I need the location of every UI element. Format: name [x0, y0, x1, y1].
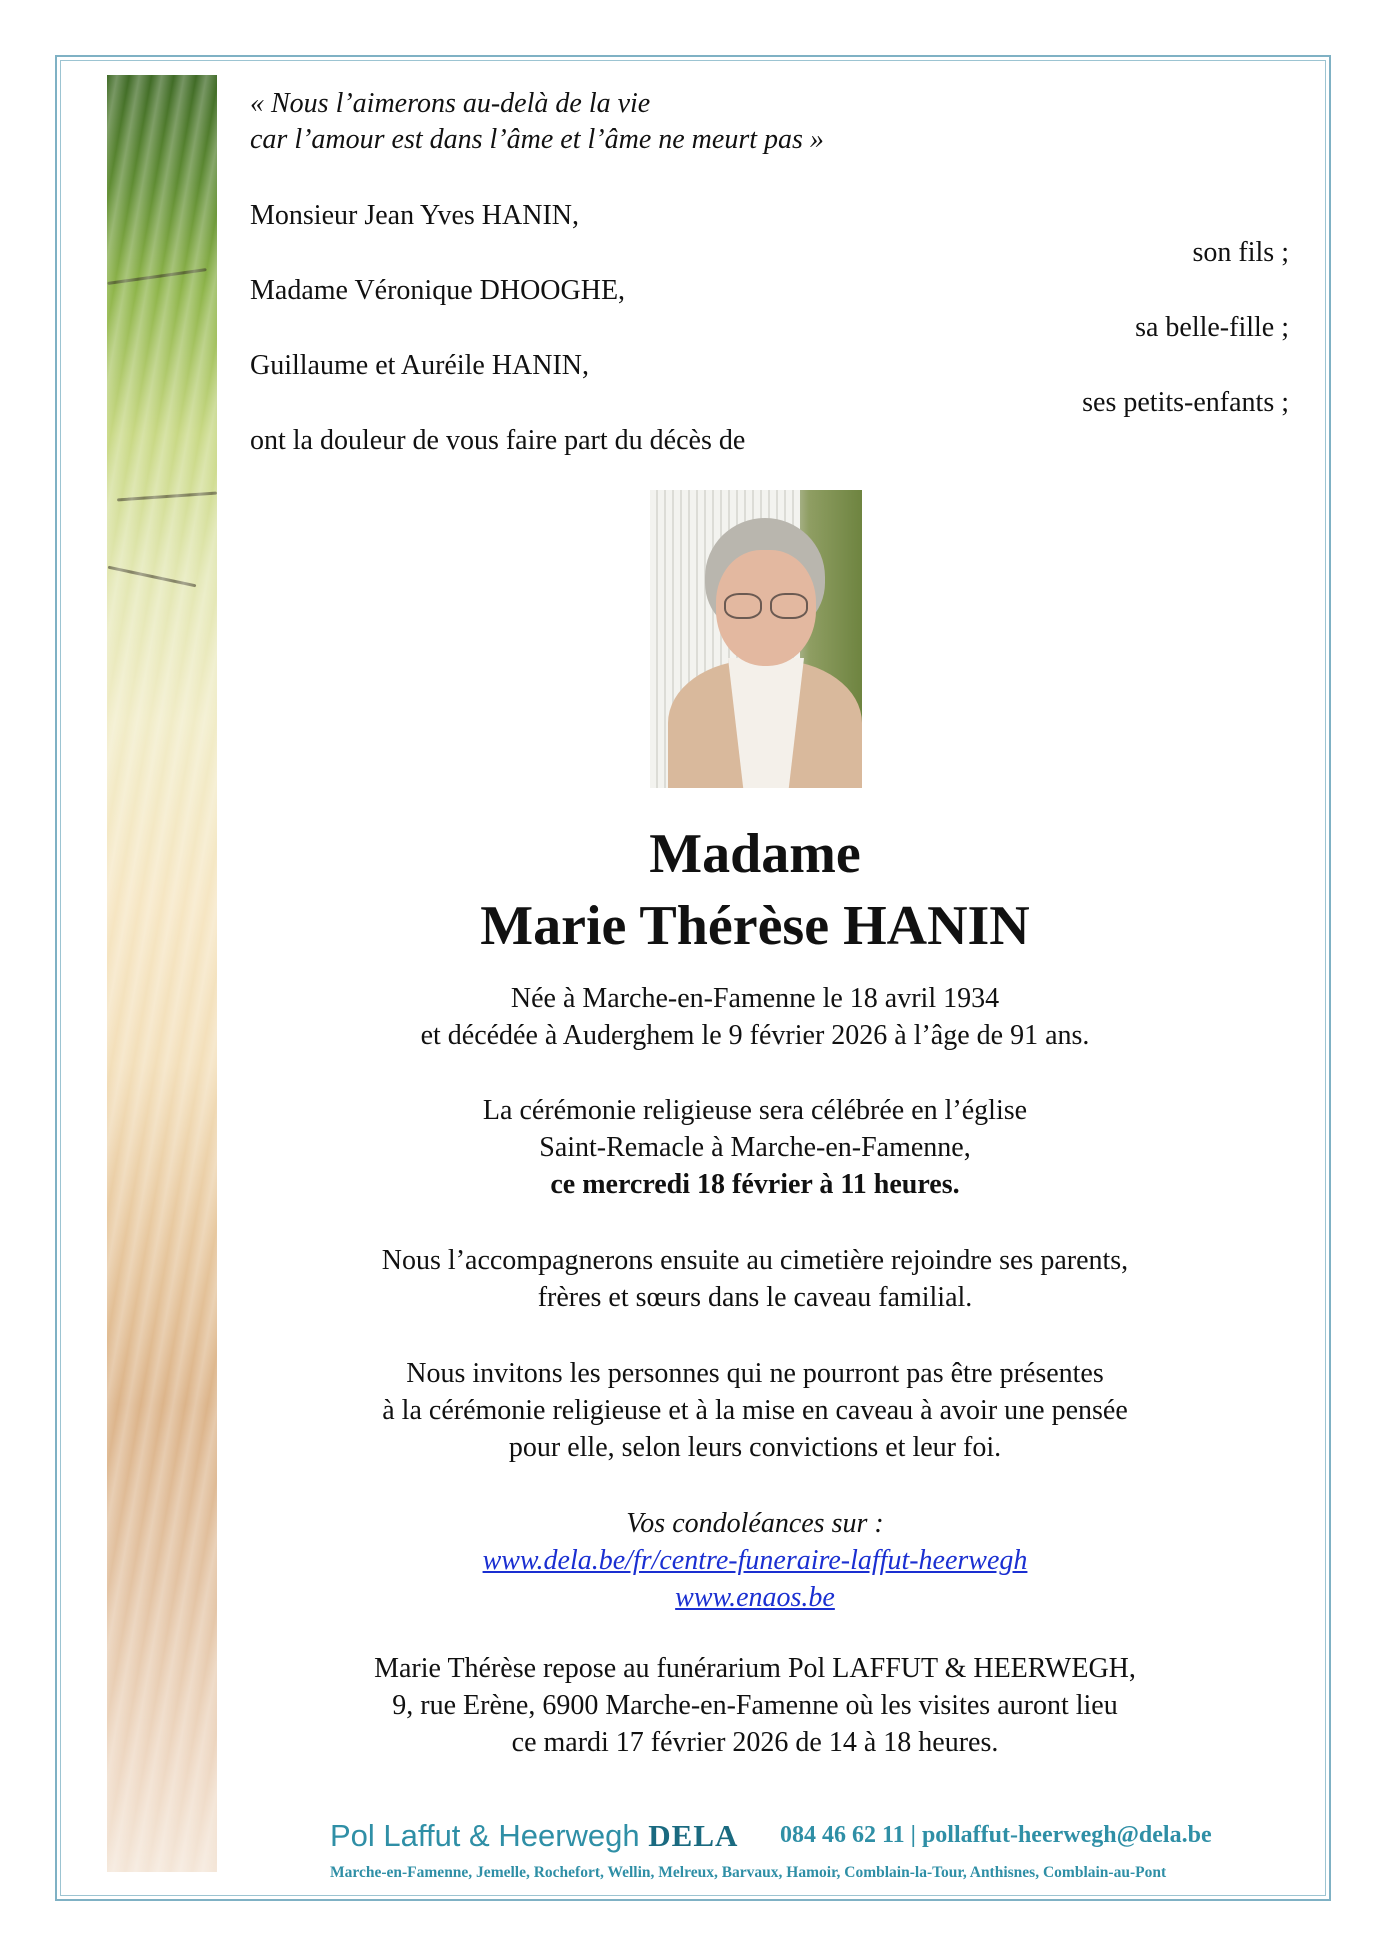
family-member-name: Madame Véronique DHOOGHE, [250, 275, 626, 306]
visitation-line-2: 9, rue Erène, 6900 Marche-en-Famenne où les visites auront lieu [392, 1690, 1118, 1721]
birth-death-info [260, 980, 1250, 1054]
company-logo [330, 1818, 738, 1854]
birth-line: Née à Marche-en-Famenne le 18 avril 1934 [510, 983, 1000, 1014]
invitation-line-3: pour elle, selon leurs convictions et leur foi. [508, 1432, 1002, 1463]
quote-line-2: car l’amour est dans l’âme et l’âme ne meurt pas » [250, 124, 824, 155]
condolences-link-dela[interactable]: www.dela.be/fr/centre-funeraire-laffut-heerwegh [482, 1545, 1028, 1576]
condolences-link-enaos[interactable]: www.enaos.be [675, 1582, 835, 1613]
death-line: et décédée à Auderghem le 9 février 2026 à l’âge de 91 ans. [420, 1020, 1090, 1051]
ceremony-line-1: La cérémonie religieuse sera célébrée en l’église [482, 1095, 1028, 1126]
family-member-relation: son fils ; [1192, 237, 1289, 268]
visitation-info [260, 1650, 1250, 1761]
visitation-line-1: Marie Thérèse repose au funérarium Pol LAFFUT & HEERWEGH, [374, 1653, 1136, 1684]
portrait-photo [650, 490, 862, 788]
quote-line-1: « Nous l’aimerons au-delà de la vie [250, 88, 651, 119]
deceased-name: Marie Thérèse HANIN [480, 895, 1030, 957]
ceremony-date: ce mercredi 18 février à 11 heures. [550, 1169, 960, 1200]
forest-path-side-image [107, 75, 217, 1872]
ceremony-info [260, 1092, 1250, 1203]
condolences-info [260, 1505, 1250, 1616]
company-locations: Marche-en-Famenne, Jemelle, Rochefort, Wellin, Melreux, Barvaux, Hamoir, Comblain-la-Tour, Anthisnes, Comblain-au-Pont [330, 1864, 1167, 1881]
company-contact: 084 46 62 11 | pollaffut-heerwegh@dela.be [780, 1822, 1212, 1848]
invitation-line-1: Nous invitons les personnes qui ne pourront pas être présentes [406, 1358, 1104, 1389]
invitation-line-2: à la cérémonie religieuse et à la mise en caveau à avoir une pensée [382, 1395, 1128, 1426]
invitation-info [260, 1355, 1250, 1466]
brand-name: DELA [648, 1818, 739, 1853]
ceremony-line-2: Saint-Remacle à Marche-en-Famenne, [539, 1132, 971, 1163]
company-name: Pol Laffut & Heerwegh [330, 1818, 640, 1853]
condolences-heading: Vos condoléances sur : [626, 1508, 884, 1539]
family-member-relation: sa belle-fille ; [1135, 312, 1289, 343]
deceased-title: Madame [649, 823, 861, 885]
announcement-text: ont la douleur de vous faire part du décès de [250, 425, 746, 456]
burial-line-1: Nous l’accompagnerons ensuite au cimetière rejoindre ses parents, [381, 1245, 1129, 1276]
burial-info [260, 1242, 1250, 1316]
family-member-name: Guillaume et Auréile HANIN, [250, 350, 590, 381]
visitation-line-3: ce mardi 17 février 2026 de 14 à 18 heures. [511, 1727, 999, 1758]
family-member-name: Monsieur Jean Yves HANIN, [250, 200, 579, 231]
family-member-relation: ses petits-enfants ; [1082, 387, 1289, 418]
burial-line-2: frères et sœurs dans le caveau familial. [537, 1282, 973, 1313]
